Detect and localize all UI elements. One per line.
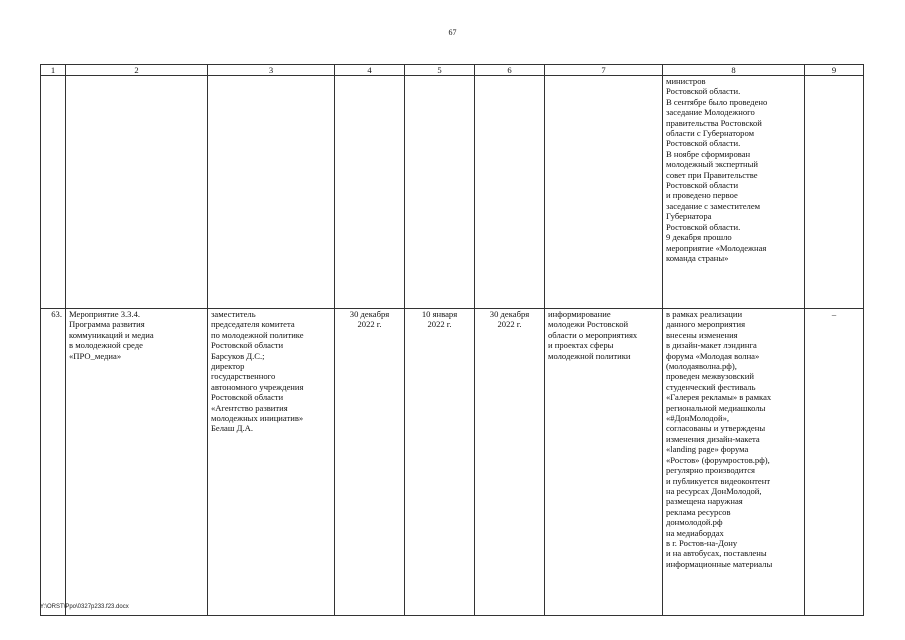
- text-line: молодежный экспертный: [666, 159, 758, 170]
- cell-expected-result: [545, 309, 663, 616]
- text-line: по молодежной политике: [211, 329, 304, 340]
- cell-start-date: [405, 309, 475, 616]
- text-line: реклама ресурсов: [666, 506, 731, 517]
- text-line: председателя комитета: [211, 319, 295, 330]
- text-line: Ростовской области: [211, 392, 284, 403]
- text-line: заместитель: [211, 309, 256, 319]
- text-line: «Галерея рекламы» в рамках: [666, 392, 772, 403]
- column-number-header: [41, 65, 864, 76]
- text-line: «Ростов» (форумростов.рф),: [666, 454, 770, 465]
- text-line: региональной медиашколы: [666, 402, 766, 413]
- text-line: Ростовской области: [666, 180, 739, 191]
- header-cell: 5: [405, 65, 475, 76]
- text-line: донмолодой.рф: [666, 517, 723, 528]
- cell-planned-date: [335, 309, 405, 616]
- text-line: «landing page» форума: [666, 444, 749, 455]
- table-row-continuation: [41, 76, 864, 309]
- text-line: министров: [666, 76, 706, 86]
- text-line: регулярно производится: [666, 465, 755, 476]
- table-row-63: [41, 309, 864, 616]
- text-line: «#ДонМолодой»,: [666, 413, 730, 424]
- file-path-footer: Y:\ORST\Ppo\0327p233.f23.docx: [40, 604, 129, 610]
- text-line: 30 декабря: [489, 309, 530, 319]
- header-cell: 8: [663, 65, 805, 76]
- text-line: заседание Молодежного: [666, 107, 755, 118]
- cell-notes: –: [805, 309, 864, 616]
- cell-empty: [41, 76, 66, 309]
- cell-activity-name: [66, 309, 208, 616]
- text-line: Мероприятие 3.3.4.: [69, 309, 141, 319]
- text-line: размещена наружная: [666, 496, 743, 507]
- cell-empty: [208, 76, 335, 309]
- text-line: правительства Ростовской: [666, 117, 762, 128]
- text-line: информационные материалы: [666, 558, 773, 569]
- cell-empty: [335, 76, 405, 309]
- text-line: мероприятие «Молодежная: [666, 242, 767, 253]
- text-line: 2022 г.: [357, 319, 382, 330]
- text-line: автономного учреждения: [211, 381, 304, 392]
- text-line: Ростовской области: [211, 340, 284, 351]
- text-line: области с Губернатором: [666, 128, 755, 139]
- text-line: Барсуков Д.С.;: [211, 350, 265, 361]
- text-line: «ПРО_медиа»: [69, 350, 122, 361]
- text-line: в дизайн-макет лэндинга: [666, 340, 757, 351]
- text-line: команда страны»: [666, 252, 729, 263]
- header-cell: 3: [208, 65, 335, 76]
- text-line: в молодежной среде: [69, 340, 143, 351]
- text-line: внесены изменения: [666, 329, 738, 340]
- page-number: 67: [448, 28, 457, 37]
- cell-empty: [805, 76, 864, 309]
- text-line: государственного: [211, 371, 276, 382]
- text-line: «Агентство развития: [211, 402, 288, 413]
- text-line: и на автобусах, поставлены: [666, 548, 767, 559]
- text-line: и проектах сферы: [548, 340, 614, 351]
- cell-empty: [475, 76, 545, 309]
- text-line: молодежи Ростовской: [548, 319, 629, 330]
- header-cell: 7: [545, 65, 663, 76]
- text-line: заседание с заместителем: [666, 200, 761, 211]
- text-line: в рамках реализации: [666, 309, 743, 319]
- text-line: совет при Правительстве: [666, 169, 758, 180]
- cell-end-date: [475, 309, 545, 616]
- text-line: Ростовской области.: [666, 86, 741, 97]
- text-line: области о мероприятиях: [548, 329, 638, 340]
- text-line: 2022 г.: [497, 319, 522, 330]
- cell-results-continued: [663, 76, 805, 309]
- text-line: студенческий фестиваль: [666, 381, 756, 392]
- text-line: молодежных инициатив»: [211, 413, 304, 424]
- report-table: [40, 64, 864, 616]
- text-line: информирование: [548, 309, 611, 319]
- text-line: Программа развития: [69, 319, 145, 330]
- header-cell: 2: [66, 65, 208, 76]
- cell-responsible: [208, 309, 335, 616]
- text-line: согласованы и утверждены: [666, 423, 766, 434]
- text-line: проведен межвузовский: [666, 371, 754, 382]
- text-line: В сентябре было проведено: [666, 96, 768, 107]
- text-line: 30 декабря: [349, 309, 390, 319]
- text-line: форума «Молодая волна»: [666, 350, 760, 361]
- text-line: в г. Ростов-на-Дону: [666, 537, 738, 548]
- text-line: Белаш Д.А.: [211, 423, 253, 434]
- header-cell: 4: [335, 65, 405, 76]
- cell-empty: [66, 76, 208, 309]
- text-line: 2022 г.: [427, 319, 452, 330]
- text-line: (молодаяволна.рф),: [666, 361, 737, 372]
- text-line: на медиабордах: [666, 527, 724, 538]
- cell-empty: [545, 76, 663, 309]
- text-line: и проведено первое: [666, 190, 738, 201]
- header-cell: 9: [805, 65, 864, 76]
- text-line: Ростовской области.: [666, 138, 741, 149]
- text-line: и публикуется видеоконтент: [666, 475, 771, 486]
- text-line: Ростовской области.: [666, 221, 741, 232]
- cell-empty: [405, 76, 475, 309]
- text-line: коммуникаций и медиа: [69, 329, 154, 340]
- text-line: данного мероприятия: [666, 319, 746, 330]
- text-line: Губернатора: [666, 211, 712, 222]
- text-line: на ресурсах ДонМолодой,: [666, 485, 762, 496]
- text-line: директор: [211, 361, 245, 372]
- text-line: изменения дизайн-макета: [666, 433, 760, 444]
- text-line: В ноябре сформирован: [666, 148, 751, 159]
- text-line: 10 января: [421, 309, 458, 319]
- header-cell: 1: [41, 65, 66, 76]
- header-cell: 6: [475, 65, 545, 76]
- cell-actual-result: [663, 309, 805, 616]
- text-line: 9 декабря прошло: [666, 232, 732, 243]
- row-number: 63.: [41, 309, 66, 616]
- text-line: молодежной политики: [548, 350, 631, 361]
